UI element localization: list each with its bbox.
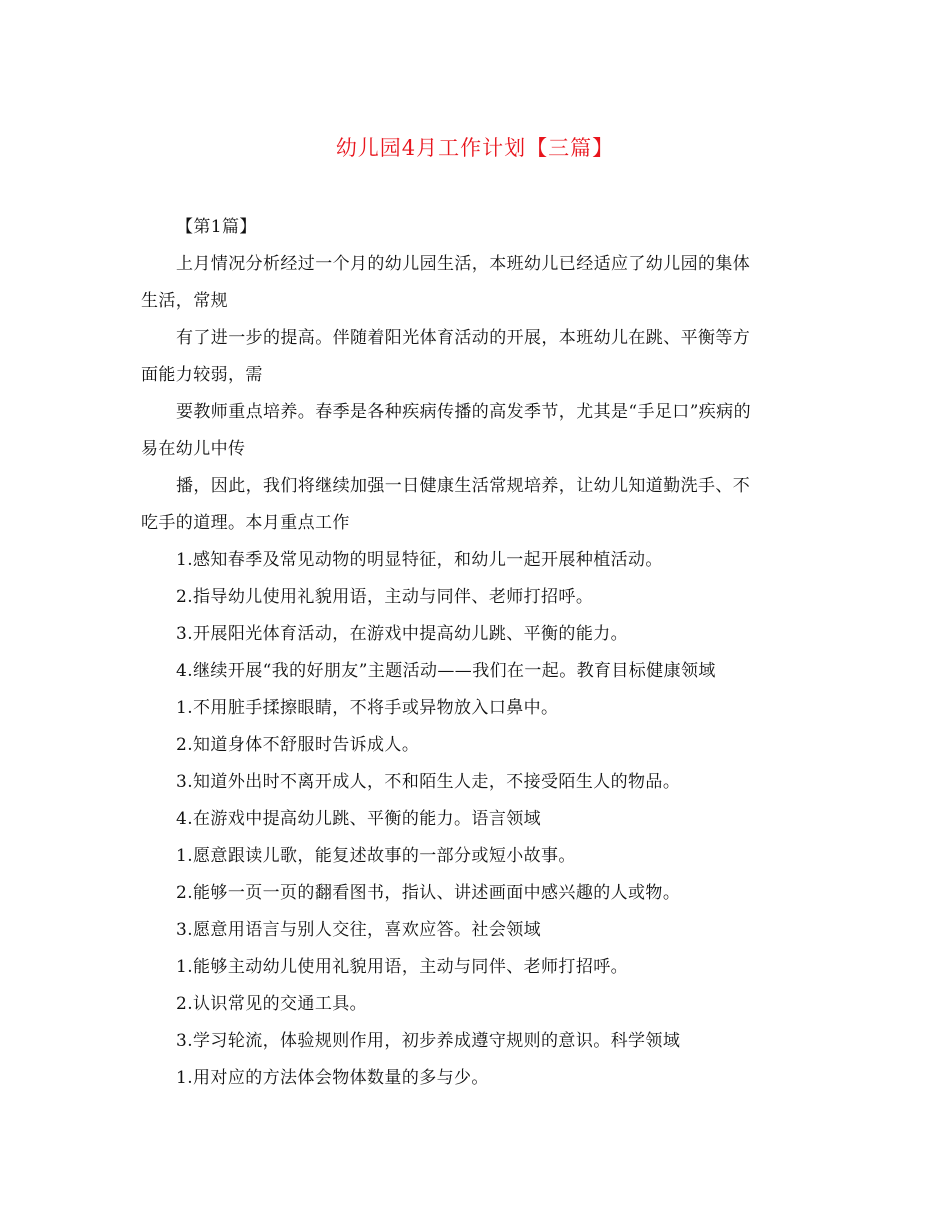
list-item: 2.能够一页一页的翻看图书，指认、讲述画面中感兴趣的人或物。 [176,883,681,903]
paragraph-line: 播，因此，我们将继续加强一日健康生活常规培养，让幼儿知道勤洗手、不 [176,476,751,496]
paragraph-line: 吃手的道理。本月重点工作 [141,513,350,533]
list-item: 3.开展阳光体育活动，在游戏中提高幼儿跳、平衡的能力。 [176,624,629,644]
list-item: 2.指导幼儿使用礼貌用语，主动与同伴、老师打招呼。 [176,587,594,607]
list-item: 1.愿意跟读儿歌，能复述故事的一部分或短小故事。 [176,846,576,866]
paragraph [141,252,806,313]
paragraph-line: 生活，常规 [141,291,228,311]
document-body [141,215,806,1103]
document-title: 幼儿园4月工作计划【三篇】 [335,136,615,160]
list-item: 1.不用脏手揉擦眼睛，不将手或异物放入口鼻中。 [176,698,559,718]
paragraph-line: 易在幼儿中传 [141,439,246,459]
list-item: 2.认识常见的交通工具。 [176,994,368,1014]
list-item: 3.学习轮流，体验规则作用，初步养成遵守规则的意识。科学领域 [176,1031,681,1051]
paragraph-line: 面能力较弱，需 [141,365,263,385]
list-item: 1.用对应的方法体会物体数量的多与少。 [176,1068,489,1088]
list-item: 4.在游戏中提高幼儿跳、平衡的能力。语言领域 [176,809,542,829]
paragraph [141,400,806,461]
section-heading: 【第1篇】 [176,217,257,237]
paragraph [141,474,806,535]
paragraph-line: 上月情况分析经过一个月的幼儿园生活，本班幼儿已经适应了幼儿园的集体 [176,254,751,274]
paragraph [141,326,806,387]
paragraph-line: 要教师重点培养。春季是各种疾病传播的高发季节，尤其是“手足口”疾病的 [176,402,751,422]
paragraph-line: 有了进一步的提高。伴随着阳光体育活动的开展，本班幼儿在跳、平衡等方 [176,328,751,348]
list-item: 1.感知春季及常见动物的明显特征，和幼儿一起开展种植活动。 [176,550,663,570]
list-item: 1.能够主动幼儿使用礼貌用语，主动与同伴、老师打招呼。 [176,957,629,977]
list-item: 2.知道身体不舒服时告诉成人。 [176,735,420,755]
list-item: 3.知道外出时不离开成人，不和陌生人走，不接受陌生人的物品。 [176,772,681,792]
list-item: 3.愿意用语言与别人交往，喜欢应答。社会领域 [176,920,542,940]
list-item: 4.继续开展“我的好朋友”主题活动——我们在一起。教育目标健康领域 [176,661,716,681]
